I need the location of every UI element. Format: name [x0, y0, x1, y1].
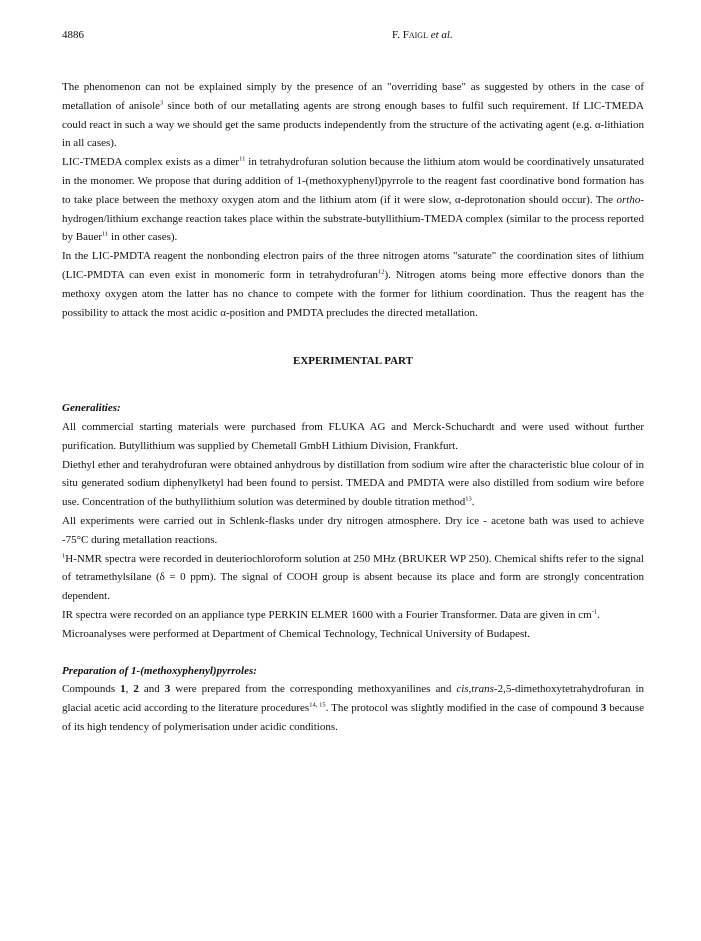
paragraph-preparation: Compounds 1, 2 and 3 were prepared from the corresponding methoxyanilines and cis,trans-2,5-dimethoxytetrahydrofuran in glacial acetic acid according to the literature procedures$^{14, 15}$. The protocol was slightly modified in the case of compound 3 because of its high tendency of polymerisation under acidic conditions.: [62, 683, 645, 733]
paragraph-solvents: Diethyl ether and terahydrofuran were obtained anhydrous by distillation from sodium wire after the characteristic blue colour of in situ generated sodium diphenylketyl had been found to persist. TMEDA and PMDTA were also distilled from sodium wire before use. Concentration of the buthyllithium solution was determined by double titration method$^{13}$.: [62, 458, 644, 509]
paragraph-lic-tmeda: LIC-TMEDA complex exists as a dimer$^{11}$ in tetrahydrofuran solution because the lithium atom would be coordinatively unsaturated in the monomer. We propose that during addition of 1-(methoxyphenyl)pyrrole to the reagent fast coordinative bond formation has to take place between the methoxy oxygen atom and the lithium atom (if it were slow, α-deprotonation should occur). The ortho-hydrogen/lithium exchange reaction takes place within the substrate-butyllithium-TMEDA complex (similar to the process reported by Bauer$^{11}$ in other cases).: [62, 155, 644, 244]
subheading-preparation: Preparation of 1-(methoxyphenyl)pyrroles:: [62, 664, 257, 677]
paragraph-conditions: All experiments were carried out in Schlenk-flasks under dry nitrogen atmosphere. Dry ice - acetone bath was used to achieve -75°C during metallation reactions.: [62, 514, 644, 546]
paragraph-overriding-base: The phenomenon can not be explained simply by the presence of an "overriding base" as suggested by others in the case of metallation of anisole$^3$ since both of our metallating agents are strong enough bases to fulfil such requirement. If LIC-TMEDA could react in such a way we should get the same products independently from the structure of the activating agent (e.g. α-lithiation in all cases).: [62, 81, 644, 150]
et-al: et al.: [427, 29, 453, 41]
paragraph-nmr: $^1$H-NMR spectra were recorded in deuteriochloroform solution at 250 MHz (BRUKER WP 250). Chemical shifts refer to the signal of tetramethylsilane (δ = 0 ppm). The signal of COOH group is absent because its place and form are strongly concentration dependent.: [62, 551, 644, 603]
page-number: 4886: [62, 29, 84, 41]
author-surname: Faigl: [402, 29, 428, 41]
citation-ref: 11: [239, 155, 246, 163]
citation-ref: 12: [377, 268, 385, 276]
citation-ref: 3: [160, 99, 164, 107]
section-heading-experimental: EXPERIMENTAL PART: [293, 355, 413, 368]
running-author: F. Faigl et al.: [392, 29, 453, 41]
paragraph-ir: IR spectra were recorded on an appliance type PERKIN ELMER 1600 with a Fourier Transformer. Data are given in $cm^{-1}$.: [62, 608, 600, 621]
paragraph-materials: All commercial starting materials were purchased from FLUKA AG and Merck-Schuchardt and were used without further purification. Butyllithium was supplied by Chemetall GmbH Lithium Division, Frankfurt.: [62, 420, 644, 452]
compound-number: 1: [120, 683, 126, 696]
citation-ref: 13: [465, 495, 472, 503]
citation-ref: 14, 15: [309, 701, 326, 709]
paragraph-lic-pmdta: In the LIC-PMDTA reagent the nonbonding electron pairs of the three nitrogen atoms "saturate" the coordination sites of lithium (LIC-PMDTA can even exist in monomeric form in tetrahydrofuran$^{12}$). Nitrogen atoms being more effective donors than the methoxy oxygen atom the latter has no chance to compete with the former for lithium coordination. Thus the reagent has the possibility to attack the most acidic α-position and PMDTA precludes the directed metallation.: [62, 250, 645, 319]
compound-number: 3: [600, 702, 607, 715]
paragraph-microanalyses: Microanalyses were performed at Department of Chemical Technology, Technical University of Budapest.: [62, 627, 531, 640]
compound-number: 3: [164, 683, 171, 696]
body-text: [62, 78, 644, 737]
running-head: [62, 29, 642, 45]
citation-ref: 11: [102, 230, 109, 238]
subheading-generalities: Generalities:: [62, 402, 121, 415]
compound-number: 2: [133, 683, 139, 696]
